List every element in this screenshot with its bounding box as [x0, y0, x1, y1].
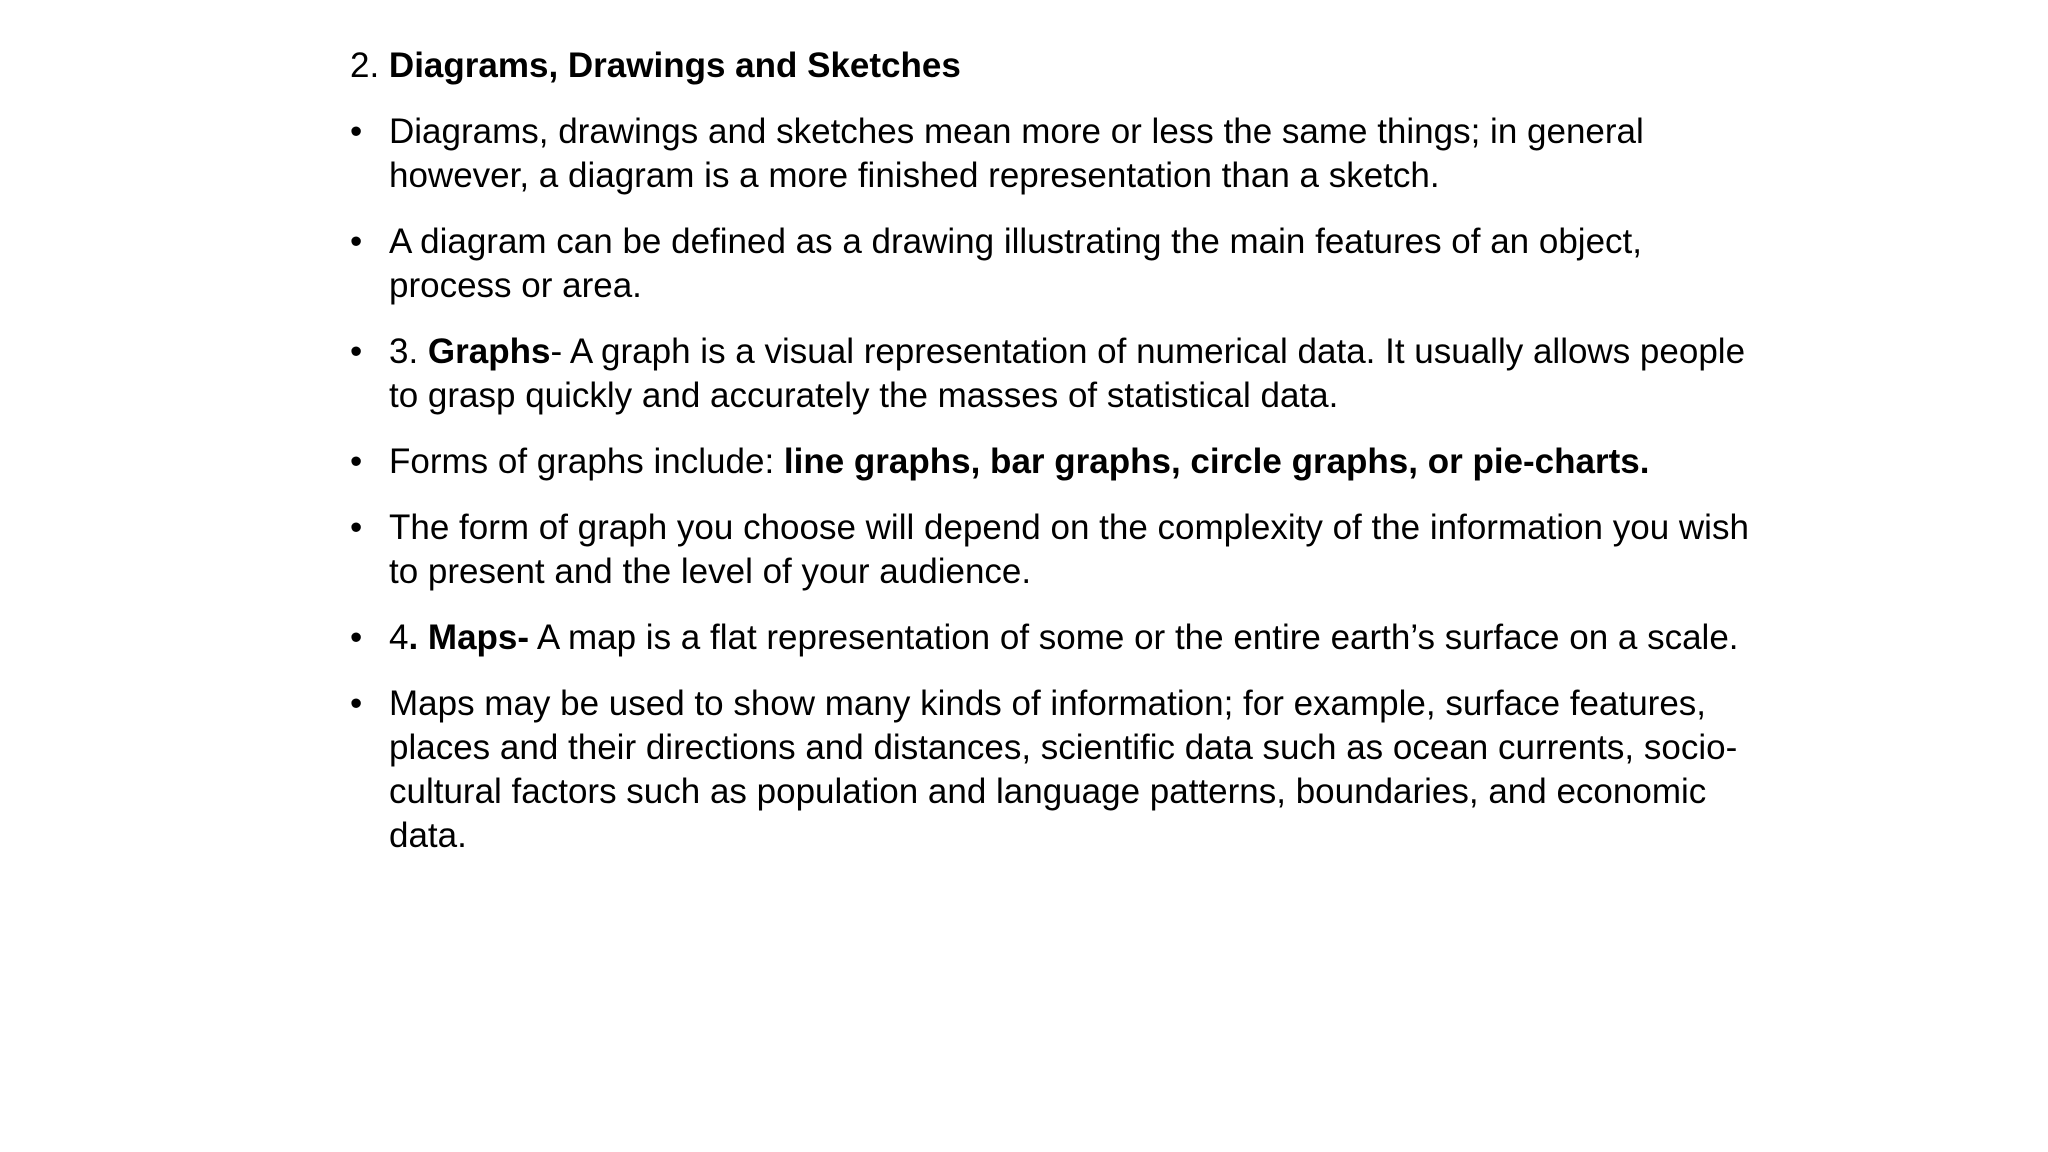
- bullet-bold-term: line graphs, bar graphs, circle graphs, or pie-charts.: [783, 442, 1650, 481]
- bullet-text: - A graph is a visual representation of numerical data. It usually allows people to grasp quickly and accurately the masses of statistical data.: [389, 332, 1746, 415]
- bullet-icon: •: [350, 684, 363, 723]
- section-heading-number: 2.: [350, 46, 389, 85]
- bullet-item-diagrams-definition: [350, 110, 1750, 198]
- bullet-icon: •: [350, 332, 363, 371]
- bullet-prefix: 4: [389, 618, 409, 657]
- section-heading-title: Diagrams, Drawings and Sketches: [388, 46, 961, 85]
- bullet-item-graphs: [350, 330, 1750, 418]
- bullet-text: A map is a flat representation of some or the entire earth’s surface on a scale.: [529, 618, 1739, 657]
- bullet-item-maps: [350, 616, 1750, 660]
- bullet-bold-term: . Maps-: [408, 618, 530, 657]
- bullet-icon: •: [350, 442, 363, 481]
- bullet-bold-term: Graphs: [427, 332, 551, 371]
- bullet-icon: •: [350, 618, 363, 657]
- bullet-prefix: 3.: [389, 332, 428, 371]
- bullet-text: The form of graph you choose will depend on the complexity of the information you wish to present and the level of your audience.: [389, 508, 1749, 591]
- bullet-text: Maps may be used to show many kinds of information; for example, surface features, places and their directions and distances, scientific data such as ocean currents, socio-cultural factors such as population and language patterns, boundaries, and economic data.: [389, 684, 1738, 855]
- bullet-icon: •: [350, 508, 363, 547]
- bullet-prefix: Forms of graphs include:: [389, 442, 784, 481]
- section-heading: [350, 44, 1750, 88]
- bullet-icon: •: [350, 112, 363, 151]
- bullet-item-diagram-defined: [350, 220, 1750, 308]
- bullet-text: Diagrams, drawings and sketches mean more or less the same things; in general however, a diagram is a more finished representation than a sketch.: [389, 112, 1644, 195]
- slide-content: [350, 44, 1750, 880]
- bullet-item-graph-choice: [350, 506, 1750, 594]
- bullet-item-graph-forms: [350, 440, 1750, 484]
- bullet-icon: •: [350, 222, 363, 261]
- bullet-text: A diagram can be defined as a drawing illustrating the main features of an object, process or area.: [389, 222, 1642, 305]
- bullet-item-map-uses: [350, 682, 1750, 858]
- bullet-list: [350, 110, 1750, 858]
